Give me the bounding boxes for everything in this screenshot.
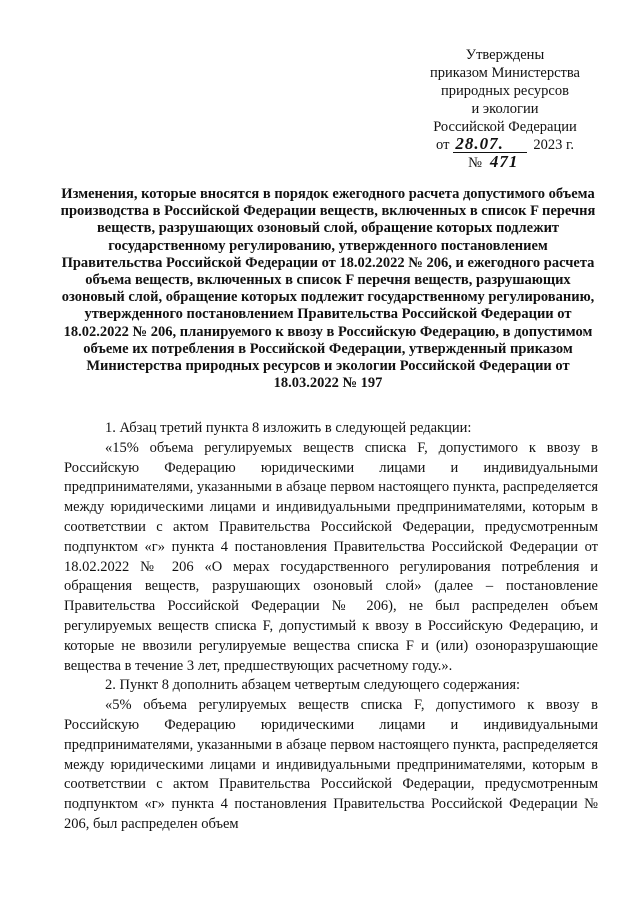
approval-line-3: природных ресурсов <box>441 83 569 99</box>
approval-line-2: приказом Министерства <box>430 65 580 81</box>
number-sign: № <box>468 155 482 171</box>
handwritten-date: 28.07. <box>453 136 527 153</box>
approval-line-4: и экологии <box>471 101 539 117</box>
approval-line-5: Российской Федерации <box>433 119 577 135</box>
date-prefix: от <box>436 137 450 153</box>
date-year: 2023 г. <box>533 137 574 153</box>
document-title: Изменения, которые вносятся в порядок ежегодного расчета допустимого объема производства в Российской Федерации веществ, включенных в список F перечня веществ, разрушающих озоновый слой, обращение которых подлежит государственному регулированию, утвержденного постановлением Правительства Российской Федерации от 18.02.2022 № 206, и ежегодного расчета объема веществ, включенных в список F перечня веществ, разрушающих озоновый слой, обращение которых подлежит государственному регулированию, утвержденного постановлением Правительства Российской Федерации от 18.02.2022 № 206, планируемого к ввозу в Российскую Федерацию, в допустимом объеме их потребления в Российской Федерации, утвержденный приказом Министерства природных ресурсов и экологии Российской Федерации от 18.03.2022 № 197 <box>60 186 596 392</box>
item-1: 1. Абзац третий пункта 8 изложить в следующей редакции: <box>105 420 472 436</box>
quote-2: «5% объема регулируемых веществ списка F, допустимого к ввозу в Российскую Федерацию юридическими лицами и индивидуальными предпринимателями, указанными в абзаце первом настоящего пункта, распределяется между юридическими лицами и индивидуальными предпринимателями, которым в соответствии с актом Правительства Российской Федерации, предусмотренным подпунктом «г» пункта 4 постановления Правительства Российской Федерации № 206, был распределен объем <box>64 697 598 832</box>
approval-number-row <box>400 154 610 172</box>
handwritten-number: 471 <box>489 152 519 171</box>
item-2: 2. Пункт 8 дополнить абзацем четвертым следующего содержания: <box>105 677 521 694</box>
approval-line-1: Утверждены <box>465 47 545 63</box>
document-body <box>64 419 598 835</box>
quote-1: «15% объема регулируемых веществ списка F, допустимого к ввозу в Российскую Федерацию юридическими лицами и индивидуальными предпринимателями, указанными в абзаце первом настоящего пункта, распределяется между юридическими лицами и индивидуальными предпринимателями, которым в соответствии с актом Правительства Российской Федерации, предусмотренным подпунктом «г» пункта 4 постановления Правительства Российской Федерации от 18.02.2022 № 206 «О мерах государственного регулирования потребления и обращения веществ, разрушающих озоновый слой» (далее – постановление Правительства Российской Федерации № 206), не был распределен объем регулируемых веществ списка F, допустимый к ввозу в Российскую Федерацию, и которые не ввозили регулируемые вещества списка F и (или) озоноразрушающие вещества в течение 3 лет, предшествующих расчетному году.». <box>64 439 598 674</box>
approval-stamp <box>400 46 610 172</box>
